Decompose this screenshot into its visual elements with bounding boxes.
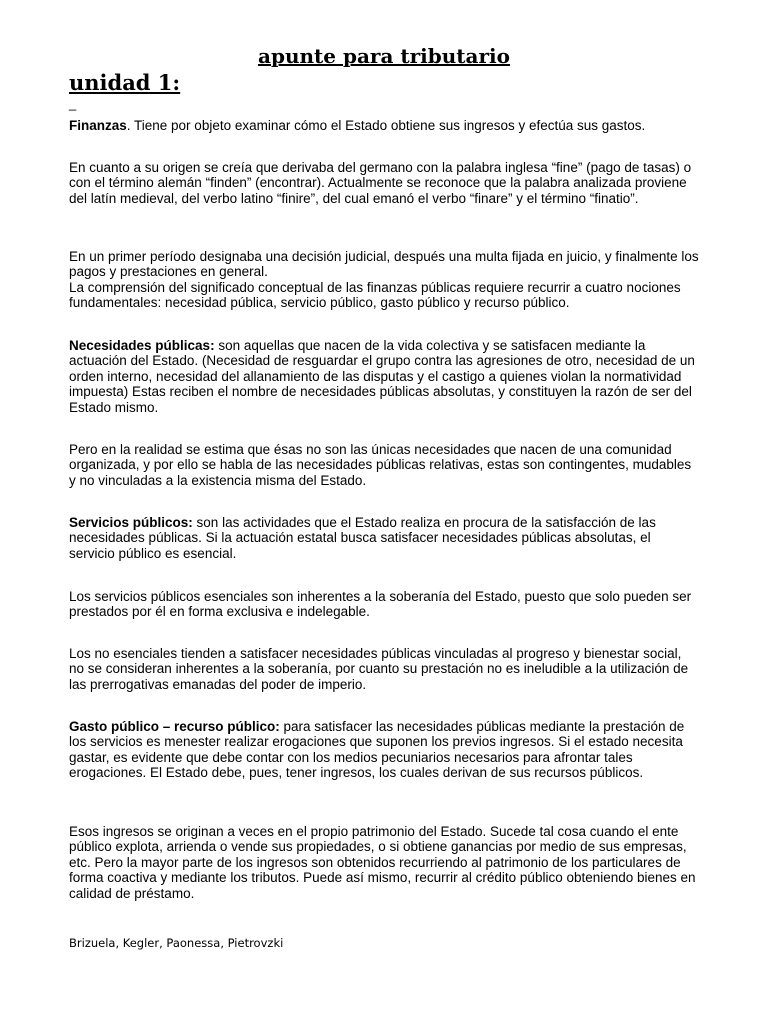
authors-footer: Brizuela, Kegler, Paonessa, Pietrovzki	[69, 936, 284, 950]
paragraph-text: En cuanto a su origen se creía que derivaba del germano con la palabra inglesa “fine” (pago de tasas) o con el término alemán “finden” (encontrar). Actualmente se reconoce que la palabra analizada proviene del latín medieval, del verbo latino “finire”, del cual emanó el verbo “finare” y el término “finatio”.	[69, 160, 692, 206]
paragraph-text: Pero en la realidad se estima que ésas no son las únicas necesidades que nacen de una comunidad organizada, y por ello se habla de las necesidades públicas relativas, estas son contingentes, mudables y no vinculadas a la existencia misma del Estado.	[69, 442, 692, 488]
paragraph-relativas	[69, 442, 699, 488]
paragraph-text: son las actividades que el Estado realiza en procura de la satisfacción de las necesidades públicas. Si la actuación estatal busca satisfacer necesidades públicas absolutas, el servicio público es esencial.	[69, 515, 656, 561]
paragraph-text: son aquellas que nacen de la vida colectiva y se satisfacen mediante la actuación del Estado. (Necesidad de resguardar el grupo contra las agresiones de otro, necesidad de un orden interno, necesidad del allanamiento de las disputas y el castigo a quienes violan la normatividad impuesta) Estas reciben el nombre de necesidades públicas absolutas, y constituyen la razón de ser del Estado mismo.	[69, 338, 695, 415]
paragraph-text: para satisfacer las necesidades públicas mediante la prestación de los servicios es menester realizar erogaciones que suponen los previos ingresos. Si el estado necesita gastar, es evidente que debe contar con los medios pecuniarios necesarios para afrontar tales erogaciones. El Estado debe, pues, tener ingresos, los cuales derivan de sus recursos públicos.	[69, 719, 685, 781]
paragraph-servicios	[69, 515, 699, 561]
paragraph-lead: Necesidades públicas:	[69, 338, 215, 353]
paragraph-text: En un primer período designaba una decisión judicial, después una multa fijada en juicio, y finalmente los pagos y prestaciones en general.	[69, 249, 699, 280]
paragraph-gasto	[69, 719, 699, 781]
paragraph-origin	[69, 160, 699, 206]
paragraph-esenciales	[69, 589, 699, 620]
paragraph-history	[69, 249, 699, 311]
paragraph-ingresos	[69, 824, 699, 901]
paragraph-text: Los servicios públicos esenciales son inherentes a la soberanía del Estado, puesto que solo pueden ser prestados por él en forma exclusiva e indelegable.	[69, 589, 692, 620]
paragraph-finanzas	[69, 118, 699, 133]
paragraph-no-esenciales	[69, 646, 699, 692]
paragraph-lead: Gasto público – recurso público:	[69, 719, 280, 734]
paragraph-lead: Servicios públicos:	[69, 515, 193, 530]
unit-heading: unidad 1:	[69, 70, 181, 95]
paragraph-text-continued: La comprensión del significado conceptual de las finanzas públicas requiere recurrir a cuatro nociones fundamentales: necesidad pública, servicio público, gasto público y recurso público.	[69, 279, 681, 311]
paragraph-lead: Finanzas	[69, 118, 127, 133]
paragraph-necesidades	[69, 338, 699, 415]
paragraph-text: Los no esenciales tienden a satisfacer necesidades públicas vinculadas al progreso y bienestar social, no se consideran inherentes a la soberanía, por cuanto su prestación no es ineludible a la utilización de las prerrogativas emanadas del poder de imperio.	[69, 646, 689, 692]
underscore-mark: _	[69, 96, 77, 111]
paragraph-text: Esos ingresos se originan a veces en el propio patrimonio del Estado. Sucede tal cosa cuando el ente público explota, arrienda o vende sus propiedades, o si obtiene ganancias por medio de sus empresas, etc. Pero la mayor parte de los ingresos son obtenidos recurriendo al patrimonio de los particulares de forma coactiva y mediante los tributos. Puede así mismo, recurrir al crédito público obteniendo bienes en calidad de préstamo.	[69, 824, 696, 901]
paragraph-text: . Tiene por objeto examinar cómo el Estado obtiene sus ingresos y efectúa sus gastos.	[126, 118, 646, 133]
document-title: apunte para tributario	[258, 44, 510, 68]
